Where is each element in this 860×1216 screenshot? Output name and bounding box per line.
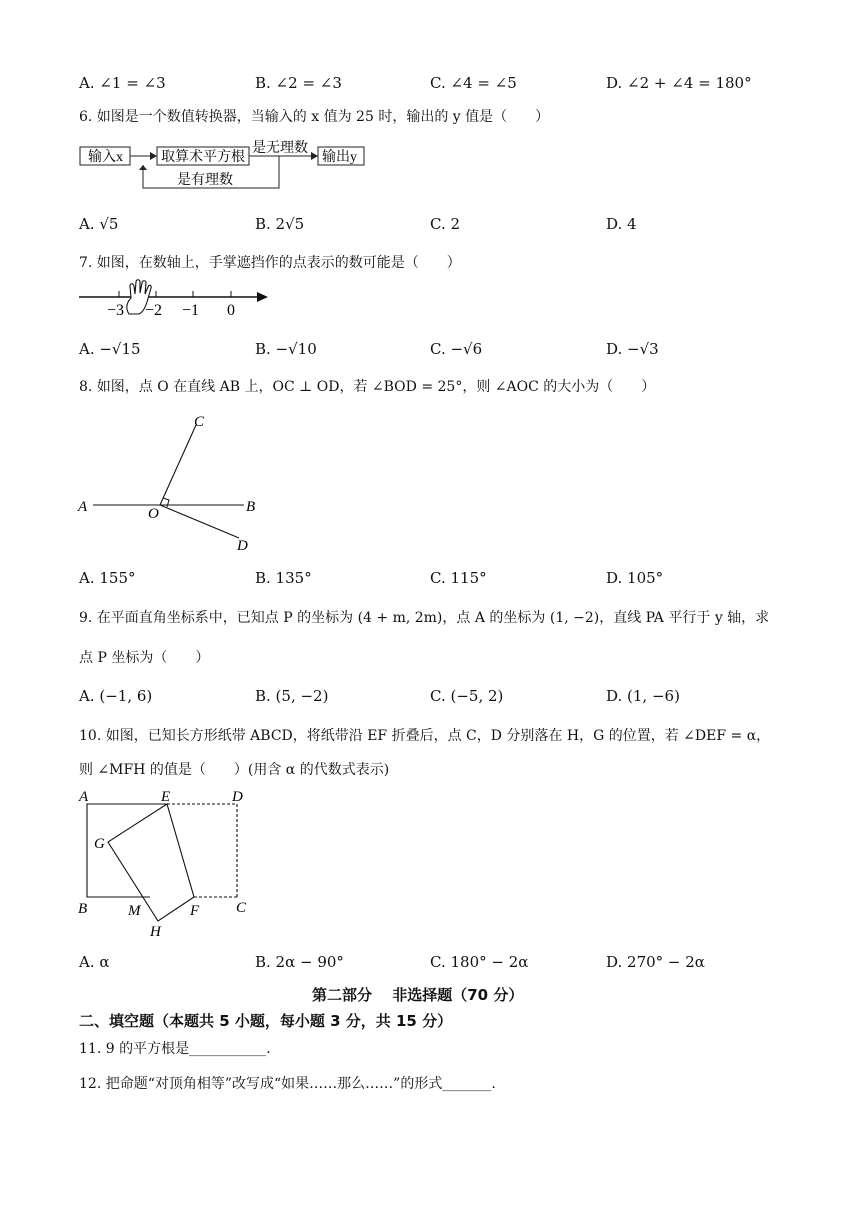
q10-figure (76, 786, 266, 946)
label-M: M (128, 903, 141, 919)
q7-stem: 7. 如图，在数轴上，手掌遮挡作的点表示的数可能是（ ） (79, 255, 461, 271)
q8-stem: 8. 如图，点 O 在直线 AB 上，OC ⊥ OD，若 ∠BOD = 25°，则 ∠AOC 的大小为（ ） (79, 379, 656, 395)
label-F: F (190, 903, 200, 919)
part-two-heading: 第二部分 非选择题（70 分） (312, 986, 524, 1004)
q5-option-b: B. ∠2 = ∠3 (255, 74, 342, 92)
flow-rational-label: 是有理数 (177, 173, 233, 188)
q7-number-line (79, 278, 279, 318)
q7-option-b: B. −√10 (255, 340, 317, 358)
q10-option-b: B. 2α − 90° (255, 953, 344, 971)
q8-option-c: C. 115° (430, 569, 487, 587)
q5-option-a: A. ∠1 = ∠3 (79, 74, 166, 92)
flow-output-label: 输出y (322, 150, 357, 165)
label-D: D (232, 789, 243, 805)
q10-stem-line1: 10. 如图，已知长方形纸带 ABCD，将纸带沿 EF 折叠后，点 C，D 分别落在 H，G 的位置，若 ∠DEF = α， (79, 728, 771, 744)
q6-flowchart (79, 140, 379, 190)
label-O: O (148, 506, 159, 522)
q8-option-a: A. 155° (79, 569, 136, 587)
label-A: A (78, 499, 88, 515)
label-B: B (246, 499, 256, 515)
tick-label-neg3: −3 (107, 302, 125, 319)
q6-option-c: C. 2 (430, 215, 461, 233)
label-C: C (194, 414, 205, 430)
q9-stem-line2: 点 P 坐标为（ ） (79, 650, 210, 666)
q10-option-d: D. 270° − 2α (606, 953, 705, 971)
q6-stem: 6. 如图是一个数值转换器，当输入的 x 值为 25 时，输出的 y 值是（ ） (79, 109, 550, 125)
q9-option-a: A. (−1, 6) (79, 687, 153, 705)
tick-label-neg1: −1 (182, 302, 200, 319)
q6-option-b: B. 2√5 (255, 215, 305, 233)
q12-stem: 12. 把命题“对顶角相等”改写成“如果……那么……”的形式_______. (79, 1076, 496, 1092)
section-fill-in-heading: 二、填空题（本题共 5 小题，每小题 3 分，共 15 分） (79, 1012, 453, 1030)
q11-stem: 11. 9 的平方根是___________. (79, 1041, 271, 1057)
flow-sqrt-label: 取算术平方根 (161, 150, 245, 165)
label-E: E (161, 789, 171, 805)
q9-option-c: C. (−5, 2) (430, 687, 504, 705)
q9-option-b: B. (5, −2) (255, 687, 329, 705)
flow-input-label: 输入x (88, 150, 123, 165)
q5-option-d: D. ∠2 + ∠4 = 180° (606, 74, 752, 92)
q8-option-b: B. 135° (255, 569, 312, 587)
q10-option-c: C. 180° − 2α (430, 953, 529, 971)
q8-figure (76, 408, 276, 558)
q10-option-a: A. α (79, 953, 110, 971)
label-B: B (78, 901, 88, 917)
q8-option-d: D. 105° (606, 569, 664, 587)
q10-stem-line2: 则 ∠MFH 的值是（ ）(用含 α 的代数式表示) (79, 762, 390, 778)
q6-option-d: D. 4 (606, 215, 637, 233)
q7-option-a: A. −√15 (79, 340, 141, 358)
q9-stem-line1: 9. 在平面直角坐标系中，已知点 P 的坐标为 (4 + m, 2m)，点 A 的坐标为 (1, −2)，直线 PA 平行于 y 轴，求 (79, 610, 770, 626)
label-G: G (94, 836, 105, 852)
q9-option-d: D. (1, −6) (606, 687, 680, 705)
q7-option-c: C. −√6 (430, 340, 483, 358)
label-H: H (150, 924, 161, 940)
label-C: C (236, 900, 247, 916)
tick-label-neg2: −2 (145, 302, 163, 319)
q7-option-d: D. −√3 (606, 340, 659, 358)
tick-label-0: 0 (227, 302, 235, 319)
q5-option-c: C. ∠4 = ∠5 (430, 74, 517, 92)
flow-irrational-label: 是无理数 (252, 141, 308, 156)
q6-option-a: A. √5 (79, 215, 119, 233)
label-D: D (237, 538, 248, 554)
label-A: A (79, 789, 89, 805)
